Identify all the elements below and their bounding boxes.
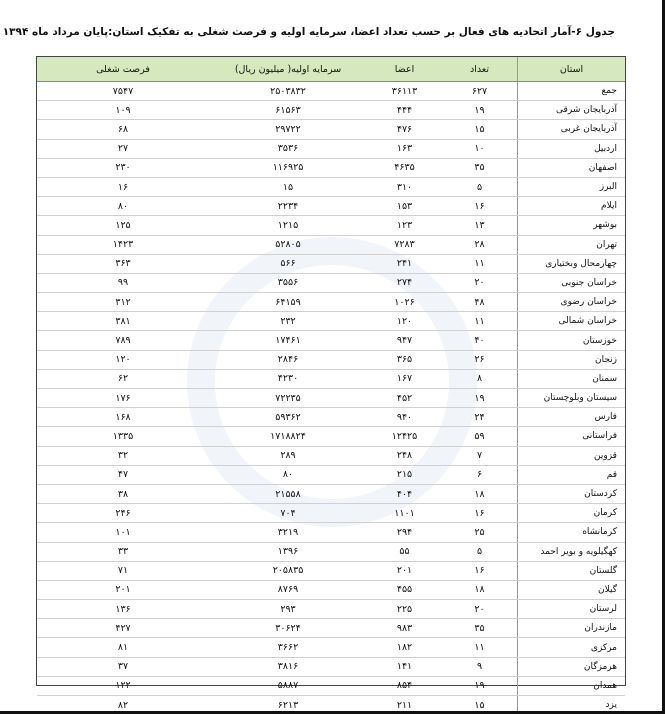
cell-count: ۱۶ <box>442 561 518 580</box>
cell-count: ۱۹ <box>442 676 518 695</box>
cell-jobs: ۱۲۰ <box>37 350 209 369</box>
cell-capital: ۲۱۵۵۸ <box>209 484 367 503</box>
cell-province: گیلان <box>518 580 626 599</box>
cell-members: ۱۰۲۶ <box>367 293 442 312</box>
cell-jobs: ۱۶ <box>37 177 209 196</box>
cell-members: ۴۶۳۵ <box>367 158 442 177</box>
cell-capital: ۳۰۶۲۴ <box>209 619 367 638</box>
cell-members: ۱۲۰ <box>367 312 442 331</box>
cell-members: ۱۵۳ <box>367 197 442 216</box>
cell-jobs: ۲۷ <box>37 139 209 158</box>
cell-members: ۲۲۵ <box>367 600 442 619</box>
cell-members: ۹۴۷ <box>367 331 442 350</box>
cell-province: فارس <box>518 408 626 427</box>
cell-jobs: ۸۲ <box>117 699 129 711</box>
statistics-table-container <box>36 56 626 711</box>
header-jobs: فرصت شغلی <box>37 57 209 82</box>
cell-jobs: ۷۱ <box>37 561 209 580</box>
cell-jobs: ۸۰ <box>37 197 209 216</box>
cell-province: کردستان <box>518 484 626 503</box>
table-row <box>37 427 625 446</box>
statistics-table <box>37 57 625 714</box>
cell-capital: ۲۲۳۴ <box>209 197 367 216</box>
cell-province: آذربایجان غربی <box>518 120 626 139</box>
cell-province: خوزستان <box>518 331 626 350</box>
table-row <box>37 657 625 676</box>
cell-count: ۱۳ <box>442 216 518 235</box>
table-row <box>37 158 625 177</box>
cell-jobs: ۴۷ <box>37 465 209 484</box>
cell-capital: ۲۸۹ <box>209 446 367 465</box>
cell-count: ۳۵ <box>442 158 518 177</box>
table-row <box>37 561 625 580</box>
cell-members: ۲۹۴ <box>367 523 442 542</box>
cell-capital: ۶۴۱۵۹ <box>209 293 367 312</box>
cell-capital: ۳۵۵۶ <box>209 273 367 292</box>
cell-count: ۱۱ <box>442 312 518 331</box>
cell-members: ۲۴۱ <box>367 254 442 273</box>
cell-province: کرمان <box>518 504 626 523</box>
cell-jobs: ۳۶۳ <box>37 254 209 273</box>
cell-capital: ۳۵۳۶ <box>209 139 367 158</box>
cell-jobs: ۲۰۱ <box>37 580 209 599</box>
cell-count: ۵ <box>442 177 518 196</box>
cell-capital: ۵۹۳۶۲ <box>209 408 367 427</box>
cell-members: ۲۷۴ <box>367 273 442 292</box>
table-row <box>37 273 625 292</box>
table-row <box>37 120 625 139</box>
cell-jobs: ۱۲۲ <box>37 676 209 695</box>
cell-province: خراسان رضوی <box>518 293 626 312</box>
cell-count: ۲۴ <box>442 408 518 427</box>
table-row <box>37 523 625 542</box>
cell-jobs: ۳۸ <box>37 484 209 503</box>
table-row <box>37 580 625 599</box>
cell-capital: ۱۲۱۵ <box>209 216 367 235</box>
table-row <box>37 254 625 273</box>
table-row <box>37 600 625 619</box>
cell-province: کرمانشاه <box>518 523 626 542</box>
cell-province: مازندران <box>518 619 626 638</box>
cell-province: خراسان شمالی <box>518 312 626 331</box>
cell-count: ۵۹ <box>442 427 518 446</box>
cell-capital: ۲۸۴۶ <box>209 350 367 369</box>
cell-members: ۸۵۴ <box>367 676 442 695</box>
cell-count: ۸ <box>442 369 518 388</box>
cell-province: فراستانی <box>518 427 626 446</box>
cell-province: یزد <box>518 696 626 714</box>
cell-members: ۳۶۱۱۳ <box>367 82 442 101</box>
cell-count: ۲۸ <box>442 235 518 254</box>
cell-capital: ۵۶۶ <box>209 254 367 273</box>
cell-count: ۲۰ <box>442 273 518 292</box>
cell-capital: ۷۰۴ <box>209 504 367 523</box>
table-row <box>37 293 625 312</box>
cell-members: ۴۵۵ <box>367 580 442 599</box>
cell-capital: ۱۳۹۶ <box>209 542 367 561</box>
cell-province: آذربایجان شرقی <box>518 101 626 120</box>
table-row <box>37 350 625 369</box>
header-capital: سرمایه اولیه( میلیون ریال) <box>209 57 367 82</box>
cell-count: ۴۰ <box>442 331 518 350</box>
cell-count: ۲۶ <box>442 350 518 369</box>
cell-jobs: ۳۳ <box>37 542 209 561</box>
cell-province: کهگیلویه و بویر احمد <box>518 542 626 561</box>
cell-members: ۹۴۰ <box>367 408 442 427</box>
cell-jobs: ۱۰۹ <box>37 101 209 120</box>
cell-capital: ۲۵۰۳۸۳۲ <box>209 82 367 101</box>
cell-jobs: ۶۸ <box>37 120 209 139</box>
cell-province: تهران <box>518 235 626 254</box>
cell-capital: ۵۸۸۷ <box>209 676 367 695</box>
cell-count: ۱۶ <box>442 504 518 523</box>
cell-count: ۷ <box>442 446 518 465</box>
cell-province: هرمزگان <box>518 657 626 676</box>
cell-province: اصفهان <box>518 158 626 177</box>
cell-count: ۵ <box>442 542 518 561</box>
cell-count: ۱۵ <box>442 120 518 139</box>
cell-members: ۲۱۱ <box>396 699 413 711</box>
cell-members: ۱۸۲ <box>367 638 442 657</box>
cell-jobs: ۳۲ <box>37 446 209 465</box>
cell-members: ۴۵۲ <box>367 389 442 408</box>
cell-count: ۱۹ <box>442 389 518 408</box>
cell-capital: ۳۸۱۶ <box>209 657 367 676</box>
cell-jobs: ۸۱ <box>37 638 209 657</box>
cell-province: سمنان <box>518 369 626 388</box>
cell-capital: ۱۱۶۹۲۵ <box>209 158 367 177</box>
cell-count: ۲۰ <box>442 600 518 619</box>
cell-capital: ۱۵ <box>209 177 367 196</box>
cell-jobs: ۷۵۴۷ <box>37 82 209 101</box>
cell-jobs: ۳۱۲ <box>37 293 209 312</box>
cell-jobs: ۱۲۵ <box>37 216 209 235</box>
table-row <box>37 504 625 523</box>
cell-jobs: ۳۸۱ <box>37 312 209 331</box>
cell-jobs: ۱۶۸ <box>37 408 209 427</box>
table-row <box>37 369 625 388</box>
cell-jobs: ۱۴۲۳ <box>37 235 209 254</box>
cell-count: ۶ <box>442 465 518 484</box>
cell-count: ۱۸ <box>442 484 518 503</box>
cell-capital: ۳۶۶۲ <box>209 638 367 657</box>
cell-province: جمع <box>518 82 626 101</box>
cell-capital: ۸۷۶۹ <box>209 580 367 599</box>
cell-members: ۴۰۴ <box>367 484 442 503</box>
table-row <box>37 235 625 254</box>
cell-members: ۱۲۴۲۵ <box>367 427 442 446</box>
table-row <box>37 484 625 503</box>
cell-jobs: ۲۳۰ <box>37 158 209 177</box>
cell-capital: ۳۲۱۹ <box>209 523 367 542</box>
cell-count: ۱۸ <box>442 580 518 599</box>
header-members: اعضا <box>367 57 442 82</box>
cell-jobs: ۶۲ <box>37 369 209 388</box>
cell-province: خراسان جنوبی <box>518 273 626 292</box>
table-row <box>37 197 625 216</box>
table-row <box>37 82 625 101</box>
cell-capital: ۱۷۱۸۸۲۴ <box>209 427 367 446</box>
cell-members: ۳۱۰ <box>367 177 442 196</box>
cell-jobs: ۱۷۶ <box>37 389 209 408</box>
cell-jobs: ۷۸۹ <box>37 331 209 350</box>
cell-province: اردبیل <box>518 139 626 158</box>
cell-capital: ۲۰۵۸۳۵ <box>209 561 367 580</box>
cell-province: گلستان <box>518 561 626 580</box>
cell-members: ۱۶۳ <box>367 139 442 158</box>
cell-province: همدان <box>518 676 626 695</box>
header-province: استان <box>518 57 626 82</box>
cell-members: ۱۶۷ <box>367 369 442 388</box>
table-title: جدول ۶-آمار اتحادیه های فعال بر حسب تعداد اعضا، سرمایه اولیه و فرصت شغلی به تفکیک استان:پایان مرداد ماه ۱۳۹۴ <box>2 26 615 38</box>
cell-members: ۹۸۳ <box>367 619 442 638</box>
cell-count: ۱۵ <box>474 699 485 711</box>
cell-members: ۵۵ <box>367 542 442 561</box>
table-row <box>37 542 625 561</box>
table-row <box>37 216 625 235</box>
cell-members: ۲۰۱ <box>367 561 442 580</box>
table-row <box>37 676 625 695</box>
cell-province: ایلام <box>518 197 626 216</box>
cell-count: ۹ <box>442 657 518 676</box>
table-row <box>37 446 625 465</box>
cell-capital: ۲۹۷۲۲ <box>209 120 367 139</box>
cell-capital: ۵۲۸۰۵ <box>209 235 367 254</box>
cell-jobs: ۱۳۳۵ <box>37 427 209 446</box>
cell-count: ۴۸ <box>442 293 518 312</box>
cell-province: چهارمحال وبختیاری <box>518 254 626 273</box>
cell-capital: ۴۲۳۰ <box>209 369 367 388</box>
cell-jobs: ۹۹ <box>37 273 209 292</box>
cell-count: ۳۵ <box>442 619 518 638</box>
cell-count: ۱۱ <box>442 254 518 273</box>
cell-capital: ۲۳۲ <box>209 312 367 331</box>
cell-members: ۲۱۵ <box>367 465 442 484</box>
cell-jobs: ۴۲۷ <box>37 619 209 638</box>
cell-jobs: ۱۳۶ <box>37 600 209 619</box>
cell-capital: ۷۲۲۳۵ <box>209 389 367 408</box>
cell-jobs: ۱۰۱ <box>37 523 209 542</box>
cell-province: بوشهر <box>518 216 626 235</box>
table-row <box>37 139 625 158</box>
cell-capital: ۶۱۵۶۳ <box>209 101 367 120</box>
cell-province: زنجان <box>518 350 626 369</box>
cell-jobs: ۲۴۶ <box>37 504 209 523</box>
cell-province: قم <box>518 465 626 484</box>
table-row <box>37 638 625 657</box>
cell-capital: ۸۰ <box>209 465 367 484</box>
cell-province: سیستان وبلوچستان <box>518 389 626 408</box>
table-row <box>37 619 625 638</box>
cell-capital: ۲۹۳ <box>209 600 367 619</box>
table-row <box>37 177 625 196</box>
table-row <box>37 101 625 120</box>
cell-count: ۱۱ <box>442 638 518 657</box>
table-row <box>37 465 625 484</box>
cell-jobs: ۳۷ <box>37 657 209 676</box>
table-row <box>37 312 625 331</box>
table-header-row <box>37 57 625 82</box>
cell-count: ۱۰ <box>442 139 518 158</box>
table-row <box>37 408 625 427</box>
cell-count: ۲۵ <box>442 523 518 542</box>
cell-province: قزوین <box>518 446 626 465</box>
cell-capital: ۶۲۱۳ <box>277 699 299 711</box>
cell-count: ۱۶ <box>442 197 518 216</box>
table-row <box>37 331 625 350</box>
cell-province: البرز <box>518 177 626 196</box>
cell-capital: ۱۷۴۶۱ <box>209 331 367 350</box>
header-count: تعداد <box>442 57 518 82</box>
table-row <box>37 389 625 408</box>
cell-count: ۱۹ <box>442 101 518 120</box>
cell-province: مرکزی <box>518 638 626 657</box>
cell-members: ۳۶۵ <box>367 350 442 369</box>
cell-members: ۴۴۴ <box>367 101 442 120</box>
cell-members: ۱۴۱ <box>367 657 442 676</box>
cell-members: ۱۲۳ <box>367 216 442 235</box>
cell-count: ۶۲۷ <box>442 82 518 101</box>
cell-members: ۲۴۸ <box>367 446 442 465</box>
cell-members: ۷۲۸۳ <box>367 235 442 254</box>
cell-members: ۱۱۰۱ <box>367 504 442 523</box>
cell-members: ۴۷۶ <box>367 120 442 139</box>
cell-province: لرستان <box>518 600 626 619</box>
